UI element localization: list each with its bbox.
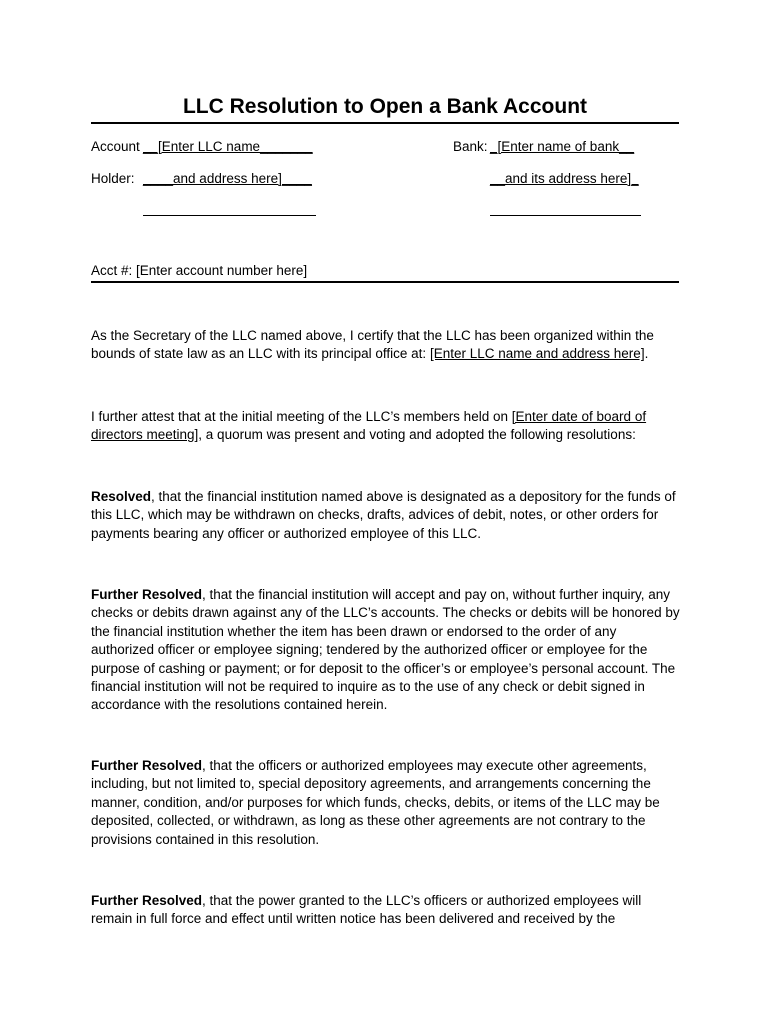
- certification-end: .: [644, 346, 649, 362]
- further-resolved-lead-2: Further Resolved: [91, 758, 203, 773]
- document-title: LLC Resolution to Open a Bank Account: [182, 95, 588, 118]
- account-number-field[interactable]: Acct #: [Enter account number here]: [91, 263, 308, 278]
- further-resolved-lead-3: Further Resolved: [91, 893, 203, 908]
- further-resolved-paragraph-3: [91, 892, 681, 929]
- principal-office-field[interactable]: [Enter LLC name and address here]: [429, 346, 645, 362]
- meeting-date-field[interactable]: [Enter date of board of directors meeting]: [91, 409, 647, 443]
- bank-blank-line[interactable]: [490, 215, 641, 216]
- holder-label: Holder:: [91, 171, 135, 186]
- resolved-lead: Resolved: [91, 489, 152, 504]
- account-blank-line[interactable]: [143, 215, 316, 216]
- certification-paragraph: [91, 327, 681, 364]
- further-resolved-lead-1: Further Resolved: [91, 587, 203, 602]
- further-resolved-paragraph-1: [91, 586, 681, 715]
- llc-address-field[interactable]: ____and address here]____: [143, 171, 312, 186]
- further-resolved-text-2: , that the officers or authorized employees may execute other agreements, including, but not limited to, special depository agreements, and arrangements concerning the manner, condition, and/or purposes for which funds, checks, debits, or items of the LLC may be deposited, collected, or withdrawn, as long as these other agreements are not contrary to the provisions contained in this resolution.: [91, 758, 660, 847]
- attestation-paragraph: [91, 408, 681, 445]
- llc-name-field[interactable]: __[Enter LLC name_______: [143, 139, 313, 154]
- further-resolved-paragraph-2: [91, 757, 681, 849]
- resolved-text: , that the financial institution named above is designated as a depository for the funds of this LLC, which may be withdrawn on checks, drafts, advices of debit, notes, or other orders for payments bearing any officer or authorized employee of this LLC.: [91, 489, 676, 541]
- account-number-rule: [91, 281, 679, 283]
- bank-name-field[interactable]: _[Enter name of bank__: [490, 139, 635, 154]
- further-resolved-text-3: , that the power granted to the LLC’s officers or authorized employees will remain in full force and effect until written notice has been delivered and received by the: [91, 893, 642, 927]
- resolved-paragraph: [91, 488, 681, 543]
- account-label: Account: [91, 139, 140, 154]
- bank-label: Bank:: [453, 139, 488, 154]
- attestation-end: , a quorum was present and voting and adopted the following resolutions:: [198, 427, 636, 443]
- further-resolved-text-1: , that the financial institution will accept and pay on, without further inquiry, any checks or debits drawn against any of the LLC’s accounts. The checks or debits will be honored by the financial institution whether the item has been drawn or endorsed to the order of any authorized officer or employee signing; tendered by the authorized officer or employee for the purpose of cashing or payment; or for deposit to the officer’s or employee’s personal account. The financial institution will not be required to inquire as to the use of any check or debit signed in accordance with the resolutions contained herein.: [91, 587, 680, 713]
- attestation-text: I further attest that at the initial meeting of the LLC’s members held on: [91, 409, 512, 424]
- title-rule: [91, 122, 679, 124]
- bank-address-field[interactable]: __and its address here]_: [490, 171, 639, 186]
- certification-text: As the Secretary of the LLC named above, I certify that the LLC has been organized within the bounds of state law as an LLC with its principal office at:: [91, 328, 654, 362]
